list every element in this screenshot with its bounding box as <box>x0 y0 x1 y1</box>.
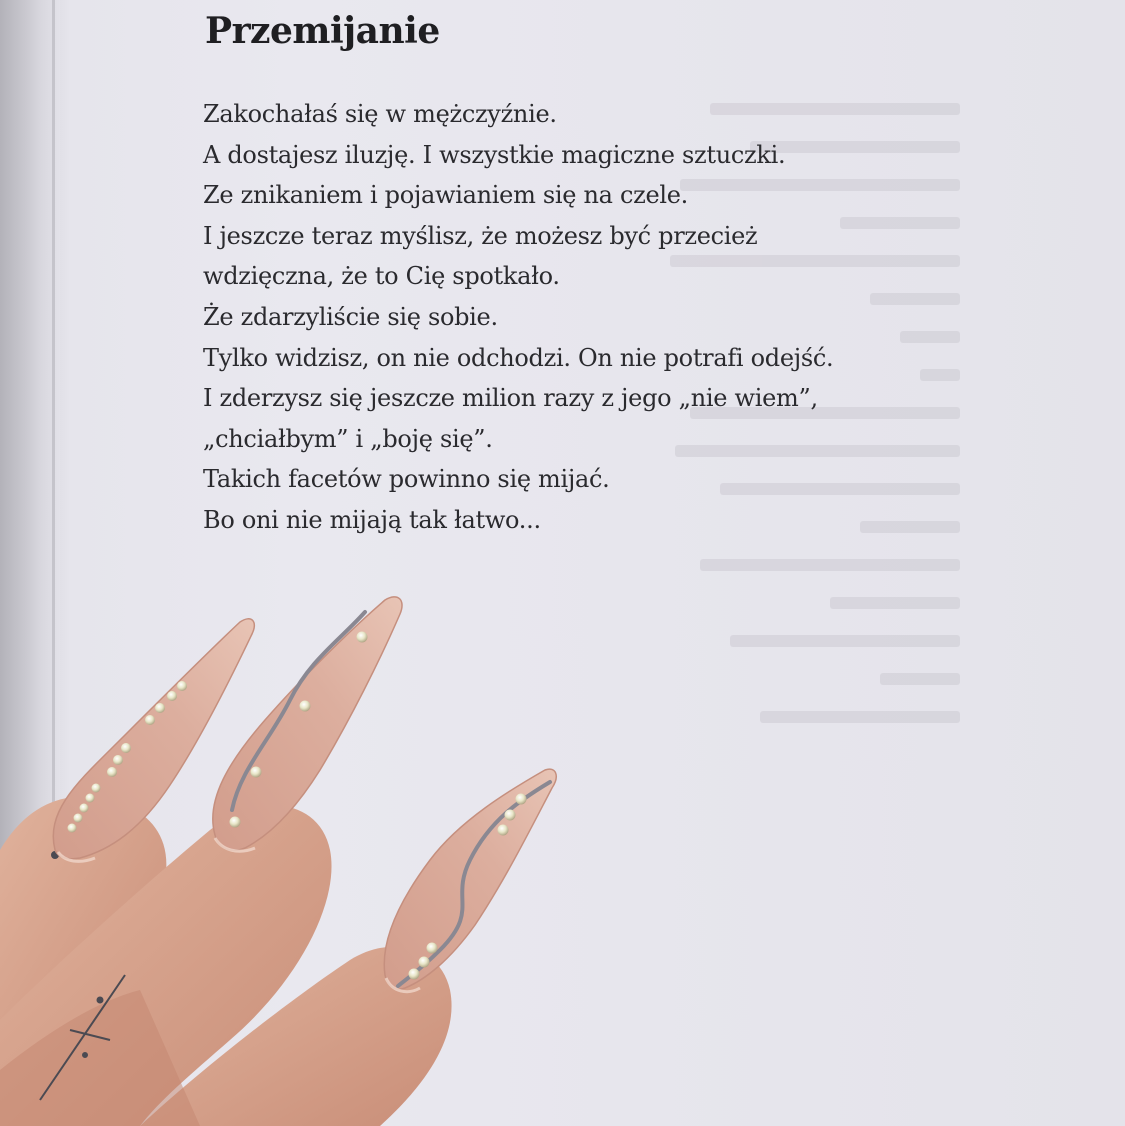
poem-body <box>203 94 963 541</box>
poem-line: Tylko widzisz, on nie odchodzi. On nie potrafi odejść. <box>203 343 834 372</box>
poem-line: Ze znikaniem i pojawianiem się na czele. <box>203 181 688 210</box>
rhinestones <box>409 794 527 980</box>
poem-line: Bo oni nie mijają tak łatwo... <box>203 505 541 534</box>
nail-left <box>53 619 254 859</box>
fingers <box>0 797 452 1126</box>
cuticle-shadows <box>58 838 420 992</box>
page-edge <box>52 0 55 820</box>
poem-line: Zakochałaś się w mężczyźnie. <box>203 100 557 128</box>
poem-line: wdzięczna, że to Cię spotkało. <box>203 262 560 291</box>
poem-line: Takich facetów powinno się mijać. <box>203 465 610 494</box>
poem <box>203 10 963 541</box>
book-gutter <box>0 0 60 1126</box>
nail-middle <box>213 597 402 851</box>
nail-right <box>384 769 556 989</box>
poem-line: „chciałbym” i „boję się”. <box>203 424 493 453</box>
poem-line: A dostajesz iluzję. I wszystkie magiczne sztuczki. <box>203 140 786 169</box>
poem-line: Że zdarzyliście się sobie. <box>203 302 498 331</box>
poem-title: Przemijanie <box>205 10 440 52</box>
poem-line: I jeszcze teraz myślisz, że możesz być przecież <box>203 221 758 250</box>
rhinestones <box>230 632 368 828</box>
poem-line: I zderzysz się jeszcze milion razy z jego „nie wiem”, <box>203 384 818 413</box>
rhinestones <box>68 681 188 833</box>
